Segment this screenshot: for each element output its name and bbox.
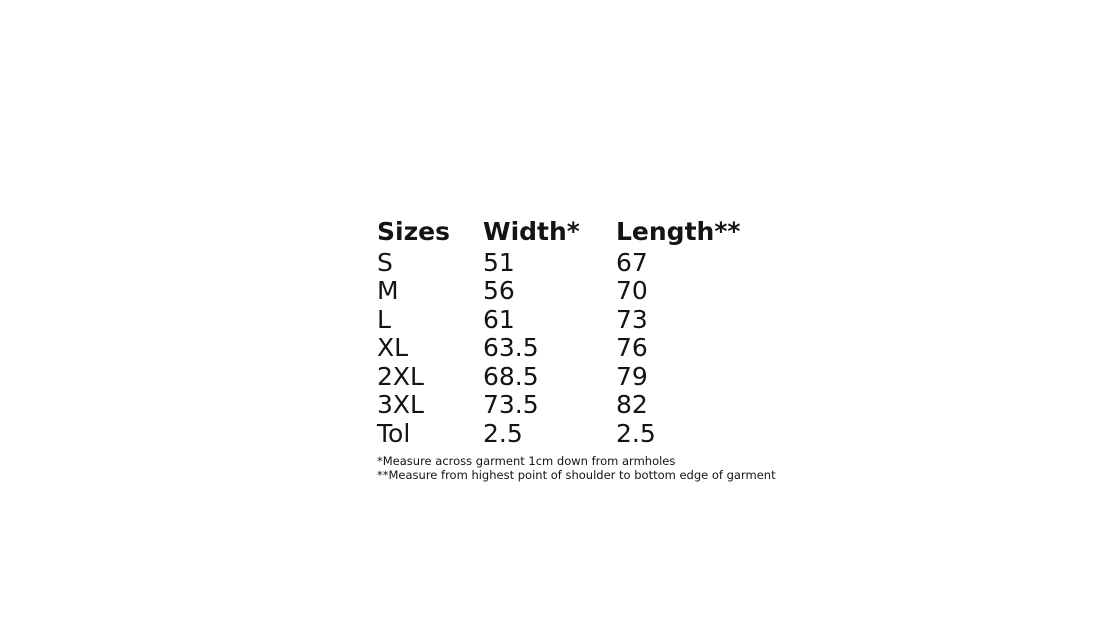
cell-width: 61 bbox=[483, 304, 515, 334]
cell-length: 82 bbox=[616, 390, 648, 419]
cell-length: 70 bbox=[616, 276, 648, 305]
cell-width: 73.5 bbox=[483, 390, 539, 419]
note-width: *Measure across garment 1cm down from armholes bbox=[377, 454, 676, 468]
table-row bbox=[377, 420, 740, 449]
cell-width: 68.5 bbox=[483, 361, 539, 391]
cell-size: S bbox=[377, 247, 393, 277]
size-chart-table bbox=[377, 218, 740, 448]
cell-size: L bbox=[377, 304, 391, 334]
cell-length: 79 bbox=[616, 361, 648, 391]
cell-length: 2.5 bbox=[616, 418, 656, 448]
table-row bbox=[377, 249, 740, 278]
column-header-width: Width* bbox=[483, 217, 580, 246]
cell-size: 2XL bbox=[377, 361, 424, 391]
cell-size: 3XL bbox=[377, 390, 424, 419]
table-header-row bbox=[377, 218, 740, 249]
table-row bbox=[377, 334, 740, 363]
table-row bbox=[377, 277, 740, 306]
table-row bbox=[377, 391, 740, 420]
cell-length: 67 bbox=[616, 247, 648, 277]
column-header-length: Length** bbox=[616, 217, 741, 246]
table-row bbox=[377, 363, 740, 392]
cell-size: Tol bbox=[377, 418, 411, 448]
cell-length: 76 bbox=[616, 333, 648, 362]
cell-width: 63.5 bbox=[483, 333, 539, 362]
cell-width: 2.5 bbox=[483, 418, 523, 448]
cell-size: M bbox=[377, 276, 399, 305]
cell-width: 56 bbox=[483, 276, 515, 305]
cell-width: 51 bbox=[483, 247, 515, 277]
table-header bbox=[377, 218, 740, 249]
column-header-sizes: Sizes bbox=[377, 217, 450, 246]
table-body bbox=[377, 249, 740, 449]
cell-size: XL bbox=[377, 333, 409, 362]
measurement-notes bbox=[377, 455, 776, 482]
note-length: **Measure from highest point of shoulder to bottom edge of garment bbox=[377, 467, 776, 482]
table-row bbox=[377, 306, 740, 335]
cell-length: 73 bbox=[616, 304, 648, 334]
